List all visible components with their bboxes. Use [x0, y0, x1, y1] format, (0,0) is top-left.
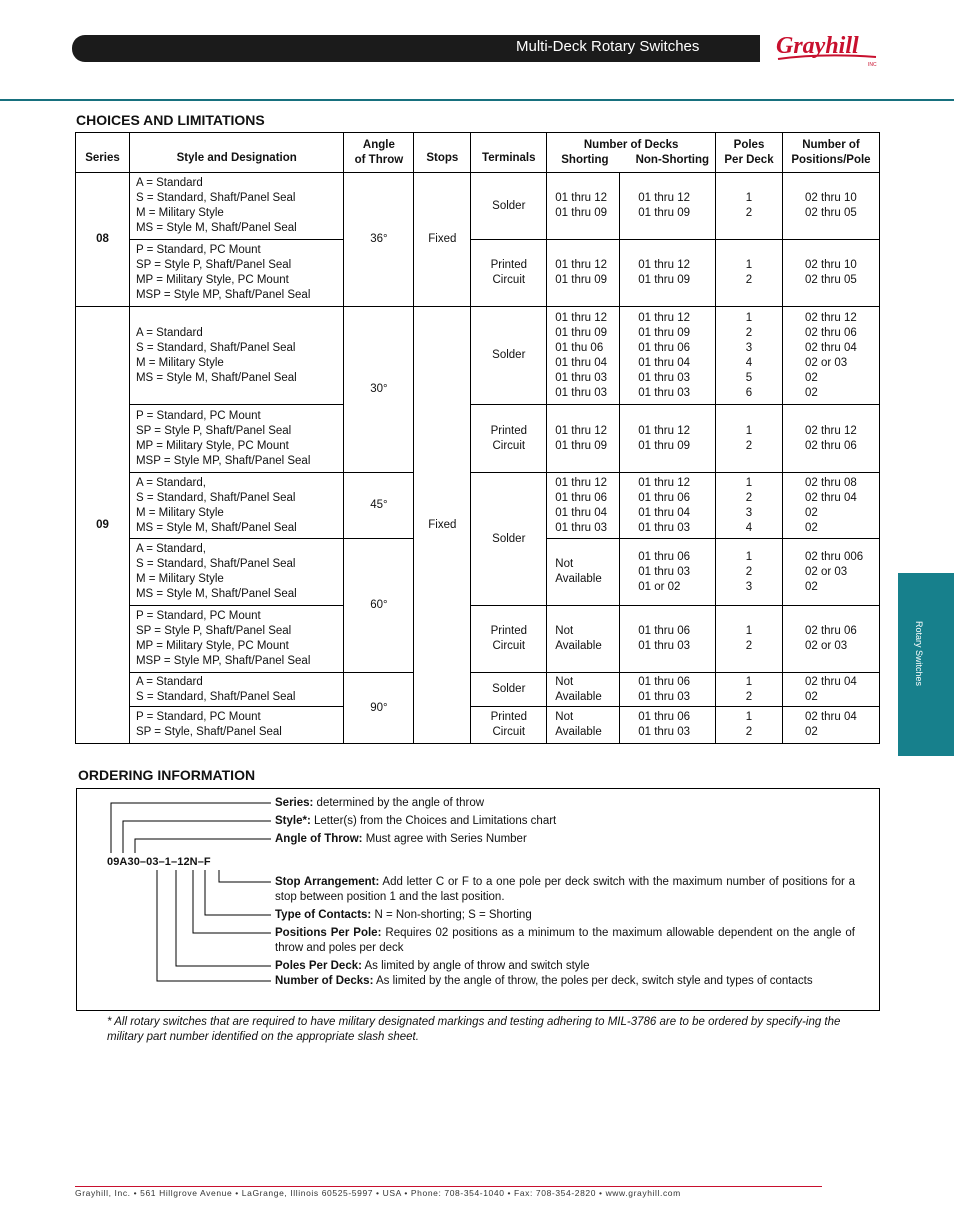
- series-cell: 08: [76, 173, 130, 307]
- style-cell: A = Standard S = Standard, Shaft/Panel Seal: [129, 673, 343, 707]
- item-text: Letter(s) from the Choices and Limitations chart: [310, 815, 557, 827]
- poles-cell: 1 2: [716, 405, 783, 473]
- angle-cell: 45°: [344, 473, 414, 539]
- nonshorting-cell: 01 thru 12 01 thru 09: [620, 173, 716, 240]
- page-title: Multi-Deck Rotary Switches: [516, 38, 700, 55]
- nonshorting-cell: 01 thru 06 01 thru 03: [620, 707, 716, 744]
- item-label: Stop Arrangement:: [275, 876, 380, 888]
- angle-cell: 60°: [344, 539, 414, 673]
- terminals-cell: Solder: [471, 173, 547, 240]
- positions-cell: 02 thru 10 02 thru 05: [782, 240, 879, 307]
- item-text: Add letter C or F to a one pole per deck switch with the maximum number of positions for a stop between position 1 and the last position.: [275, 876, 855, 903]
- terminals-cell: Solder: [471, 673, 547, 707]
- poles-cell: 1 2: [716, 173, 783, 240]
- style-cell: A = Standard S = Standard, Shaft/Panel Seal M = Military Style MS = Style M, Shaft/Panel Seal: [129, 173, 343, 240]
- stops-cell: Fixed: [414, 173, 471, 307]
- style-cell: P = Standard, PC Mount SP = Style, Shaft/Panel Seal: [129, 707, 343, 744]
- choices-title: CHOICES AND LIMITATIONS: [76, 112, 265, 128]
- footer-contact: Grayhill, Inc. • 561 Hillgrove Avenue • LaGrange, Illinois 60525-5997 • USA • Phone: 708-354-1040 • Fax: 708-354-2820 • www.grayhill.com: [75, 1188, 681, 1198]
- shorting-cell: 01 thru 12 01 thru 09 01 thu 06 01 thru 04 01 thru 03 01 thru 03: [547, 307, 620, 405]
- nonshorting-cell: 01 thru 06 01 thru 03 01 or 02: [620, 539, 716, 606]
- positions-cell: 02 thru 006 02 or 03 02: [782, 539, 879, 606]
- item-text: Must agree with Series Number: [362, 833, 527, 845]
- poles-cell: 1 2: [716, 707, 783, 744]
- angle-cell: 90°: [344, 673, 414, 744]
- positions-cell: 02 thru 08 02 thru 04 02 02: [782, 473, 879, 539]
- positions-cell: 02 thru 04 02: [782, 707, 879, 744]
- header-angle: Angle of Throw: [344, 133, 414, 173]
- style-cell: A = Standard, S = Standard, Shaft/Panel Seal M = Military Style MS = Style M, Shaft/Panel Seal: [129, 539, 343, 606]
- svg-text:Grayhill: Grayhill: [776, 33, 859, 59]
- leader-decks: [157, 870, 271, 981]
- item-text: As limited by angle of throw and switch style: [361, 960, 590, 972]
- header-terminals: Terminals: [471, 133, 547, 173]
- terminals-cell: Printed Circuit: [471, 405, 547, 473]
- item-label: Type of Contacts:: [275, 909, 372, 921]
- item-text: Requires 02 positions as a minimum to the maximum allowable dependent on the angle of throw and poles per deck: [275, 927, 855, 954]
- item-label: Style*:: [275, 815, 311, 827]
- item-label: Positions Per Pole:: [275, 927, 382, 939]
- side-tab: [898, 573, 954, 756]
- angle-cell: 36°: [344, 173, 414, 307]
- header-style: Style and Designation: [129, 133, 343, 173]
- shorting-cell: Not Available: [547, 606, 620, 673]
- poles-cell: 1 2: [716, 606, 783, 673]
- shorting-cell: Not Available: [547, 539, 620, 606]
- item-text: determined by the angle of throw: [313, 797, 485, 809]
- terminals-cell: Solder: [471, 473, 547, 606]
- shorting-cell: 01 thru 12 01 thru 09: [547, 405, 620, 473]
- leader-angle: [135, 839, 271, 853]
- header-stops: Stops: [414, 133, 471, 173]
- terminals-cell: Printed Circuit: [471, 707, 547, 744]
- style-cell: P = Standard, PC Mount SP = Style P, Shaft/Panel Seal MP = Military Style, PC Mount MSP = Style MP, Shaft/Panel Seal: [129, 606, 343, 673]
- positions-cell: 02 thru 10 02 thru 05: [782, 173, 879, 240]
- header-decks: Number of Decks: [583, 138, 679, 151]
- poles-cell: 1 2 3: [716, 539, 783, 606]
- nonshorting-cell: 01 thru 12 01 thru 09 01 thru 06 01 thru 04 01 thru 03 01 thru 03: [620, 307, 716, 405]
- poles-cell: 1 2 3 4 5 6: [716, 307, 783, 405]
- item-text: N = Non-shorting; S = Shorting: [371, 909, 532, 921]
- part-number-example: 09A30–03–1–12N–F: [107, 856, 211, 868]
- leader-poles: [176, 870, 271, 966]
- side-tab-label: Rotary Switches: [914, 621, 924, 687]
- poles-cell: 1 2: [716, 673, 783, 707]
- style-cell: P = Standard, PC Mount SP = Style P, Shaft/Panel Seal MP = Military Style, PC Mount MSP = Style MP, Shaft/Panel Seal: [129, 240, 343, 307]
- angle-cell: 30°: [344, 307, 414, 473]
- item-label: Number of Decks:: [275, 975, 374, 987]
- header-positions: Number of Positions/Pole: [782, 133, 879, 173]
- item-text: As limited by the angle of throw, the poles per deck, switch style and types of contacts: [373, 975, 813, 987]
- header-shorting: Shorting: [561, 153, 609, 166]
- positions-cell: 02 thru 04 02: [782, 673, 879, 707]
- terminals-cell: Solder: [471, 307, 547, 405]
- leader-style: [123, 821, 271, 853]
- nonshorting-cell: 01 thru 12 01 thru 09: [620, 405, 716, 473]
- header-nonshorting: Non-Shorting: [635, 153, 710, 166]
- positions-cell: 02 thru 06 02 or 03: [782, 606, 879, 673]
- shorting-cell: Not Available: [547, 673, 620, 707]
- poles-cell: 1 2 3 4: [716, 473, 783, 539]
- terminals-cell: Printed Circuit: [471, 240, 547, 307]
- nonshorting-cell: 01 thru 06 01 thru 03: [620, 673, 716, 707]
- terminals-cell: Printed Circuit: [471, 606, 547, 673]
- style-cell: P = Standard, PC Mount SP = Style P, Shaft/Panel Seal MP = Military Style, PC Mount MSP = Style MP, Shaft/Panel Seal: [129, 405, 343, 473]
- item-label: Series:: [275, 797, 314, 809]
- stops-cell: Fixed: [414, 307, 471, 744]
- shorting-cell: 01 thru 12 01 thru 06 01 thru 04 01 thru 03: [547, 473, 620, 539]
- positions-cell: 02 thru 12 02 thru 06 02 thru 04 02 or 03 02 02: [782, 307, 879, 405]
- shorting-cell: Not Available: [547, 707, 620, 744]
- shorting-cell: 01 thru 12 01 thru 09: [547, 173, 620, 240]
- nonshorting-cell: 01 thru 12 01 thru 09: [620, 240, 716, 307]
- nonshorting-cell: 01 thru 06 01 thru 03: [620, 606, 716, 673]
- poles-cell: 1 2: [716, 240, 783, 307]
- series-cell: 09: [76, 307, 130, 744]
- header-series: Series: [76, 133, 130, 173]
- leader-stop: [219, 870, 271, 882]
- header-poles: Poles Per Deck: [716, 133, 783, 173]
- ordering-title: ORDERING INFORMATION: [78, 767, 256, 783]
- footnote: * All rotary switches that are required to have military designated markings and testing adhering to MIL-3786 are to be ordered by specify-ing the military part number identified on the appropriate slash sheet.: [107, 1016, 841, 1043]
- shorting-cell: 01 thru 12 01 thru 09: [547, 240, 620, 307]
- nonshorting-cell: 01 thru 12 01 thru 06 01 thru 04 01 thru 03: [620, 473, 716, 539]
- item-label: Angle of Throw:: [275, 833, 363, 845]
- style-cell: A = Standard, S = Standard, Shaft/Panel Seal M = Military Style MS = Style M, Shaft/Panel Seal: [129, 473, 343, 539]
- positions-cell: 02 thru 12 02 thru 06: [782, 405, 879, 473]
- leader-contacts: [205, 870, 271, 915]
- item-label: Poles Per Deck:: [275, 960, 362, 972]
- style-cell: A = Standard S = Standard, Shaft/Panel Seal M = Military Style MS = Style M, Shaft/Panel Seal: [129, 307, 343, 405]
- svg-text:INC: INC: [868, 62, 877, 68]
- footer-rule: [75, 1186, 822, 1187]
